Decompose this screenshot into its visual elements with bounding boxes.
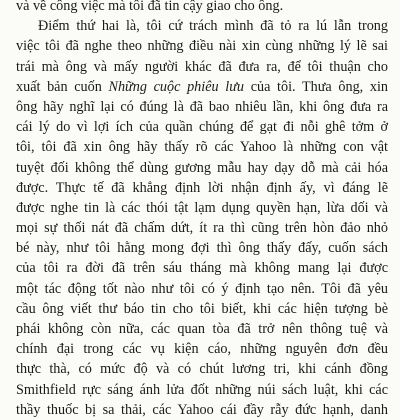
text-line: Điểm thứ hai là, tôi cứ trách mình đã tỏ ra lú lẫn trong [38,18,388,35]
text-line: trái mà ông và mấy người khác đã đưa ra, để tôi thuận cho [16,58,388,75]
text-line: tôi, tôi đã xin ông hãy thấy rõ các Yahoo là những con vật [16,139,388,156]
text-line [16,77,388,97]
text-line: của tôi ra đời đã trên sáu tháng mà không mang lại được [16,260,388,277]
text-span: của tôi. Thưa ông, xin [244,78,388,95]
text-line: mọi sự thối nát đã chấm dứt, ít ra thì cũng trên hòn đảo nhỏ [16,220,388,237]
text-line: được. Thực tế đã khẳng định lời nhận định ấy, vì đáng lẽ [16,179,388,196]
text-line: Smithfield rực sáng ánh lửa đốt những núi sách luật, khi các [16,381,388,398]
book-title-italic: Những cuộc phiêu lưu [108,78,245,95]
text-line: chính đại trong các vụ kiện cáo, những nguyên đơn đều [16,341,388,358]
text-line: được nghe tin là các thói tật lạm dụng quyền hạn, lừa dối và [16,199,388,216]
text-line: tuyệt đối không thể dùng gương mẫu hay dạy dỗ mà cải hóa [16,159,388,176]
text-line: bé này, như tôi hằng mong đợi thì ông thấy đấy, cuốn sách [16,240,388,257]
text-line: cái lý do vì lợi ích của quần chúng để gạt đi nỗi ghê tởm ở [16,119,388,136]
text-line: thực thà, có mức độ và có chút lương tri, khi cánh đồng [16,361,388,378]
text-line: thầy thuốc bị sa thải, các Yahoo cái đầy rẫy đức hạnh, danh [16,401,388,418]
text-line: ông hãy nghĩ lại có đúng là đã bao nhiêu lần, khi ông đưa ra [16,98,388,115]
text-span: xuất bản cuốn [16,78,109,95]
text-line: cầu ông viết thư báo tin cho tôi biết, khi các hiện tượng bè [16,300,388,317]
text-line: việc tôi đã nghe theo những điều nài xin cùng những lý lẽ sai [16,38,388,55]
text-line: một tác động tốt nào như tôi có ý định tạo nên. Tôi đã yêu [16,280,388,297]
text-line: và về công việc mà tôi đã tin cậy giao cho ông. [16,0,284,14]
body-text [16,0,388,420]
text-line: phái không còn nữa, các quan tòa đã trở nên thông tuệ và [16,321,388,337]
